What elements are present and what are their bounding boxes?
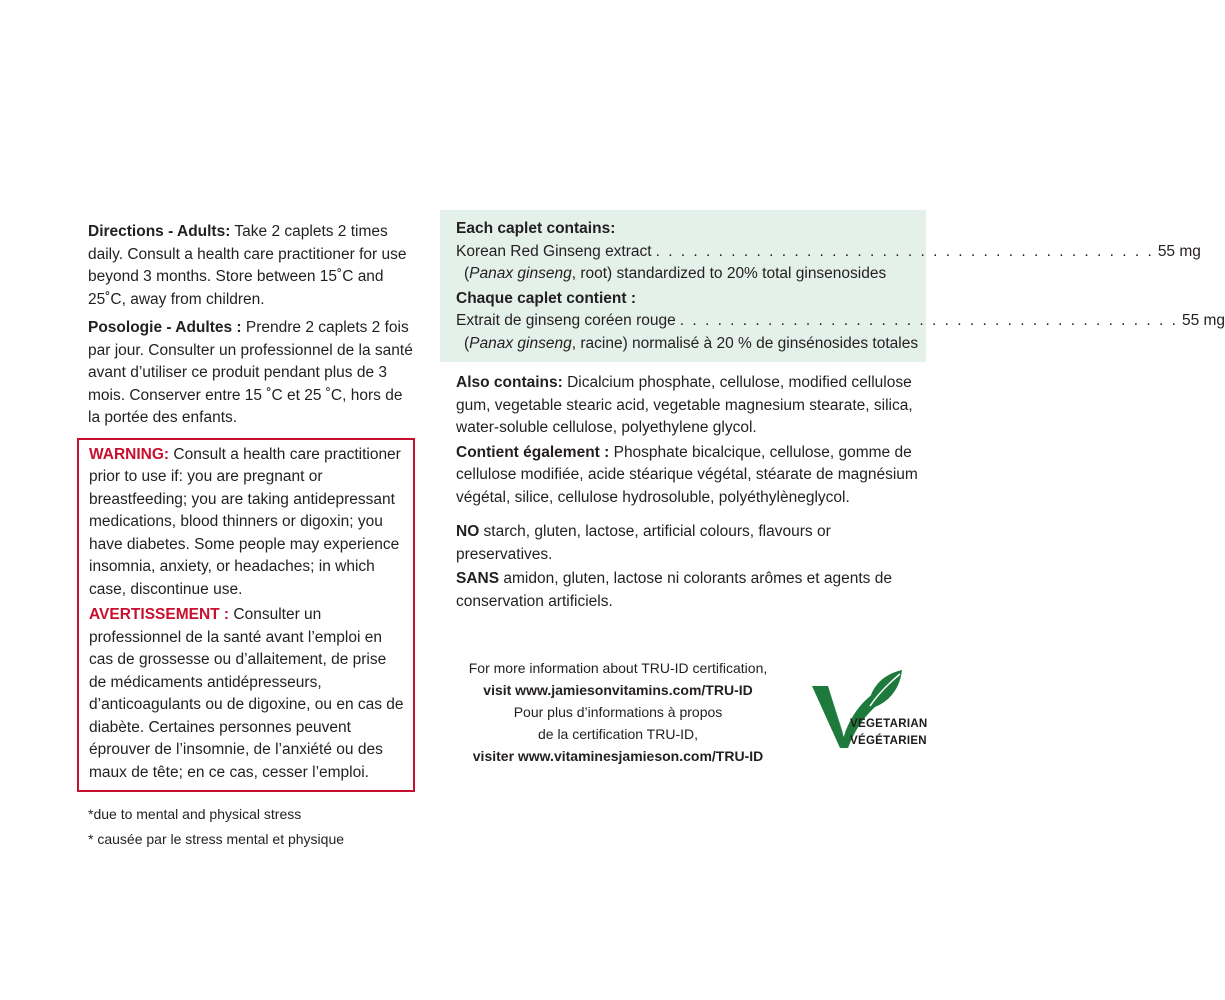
free-from-en-label: NO [456,523,480,540]
warning-fr [89,604,405,784]
medicinal-ingredients-box [440,210,1225,362]
right-column [440,210,1225,613]
directions-en-label: Directions - Adults: [88,223,231,240]
also-contains-fr [456,442,926,510]
vegetarian-logo [810,668,930,760]
ingredient-detail-fr [456,333,919,356]
warning-fr-text: Consulter un professionnel de la santé avant l’emploi en cas de grossesse ou d’allaitement, de prise de médicaments antidépresseurs, d’anticoagulants ou de digoxine, ou en cas de diabète. Certaines personnes peuvent éprouver de l’insomnie, de l’anxiété ou des maux de tête; en ce cas, cesser l’emploi. [89,606,404,781]
directions-fr [88,317,418,430]
warning-en [89,444,405,602]
free-from-fr-text: amidon, gluten, lactose ni colorants arômes et agents de conservation artificiels. [456,570,892,610]
caplet-en-heading [456,218,910,241]
vegetarian-en: VEGETARIAN [850,718,928,730]
ingredient-source-en: , root) standardized to 20% total ginsenosides [571,265,887,282]
tru-id-en-line1: For more information about TRU-ID certification, [468,660,768,676]
leader-dots: . . . . . . . . . . . . . . . . . . . . . . . . . . . . . . . . . . . . . . . . [679,312,1178,329]
directions-fr-text: Prendre 2 caplets 2 fois par jour. Consulter un professionnel de la santé avant d’utiliser ce produit pendant plus de 3 mois. Conserver entre 15 ˚C et 25 ˚C, hors de la portée des enfants. [88,319,413,426]
caplet-fr-heading-text: Chaque caplet contient : [456,289,636,307]
directions-en-text: Take 2 caplets 2 times daily. Consult a health care practitioner for use beyond 3 months. Store between 15˚C and 25˚C, away from children. [88,223,407,308]
ingredient-name-en: Korean Red Ginseng extract [456,242,652,260]
directions-en [88,221,418,311]
also-contains-fr-text: Phosphate bicalcique, cellulose, gomme de cellulose modifiée, acide stéarique végétal, stéarate de magnésium végétal, silice, cellulose hydrosoluble, polyéthylèneglycol. [456,443,918,506]
caplet-fr-heading [456,288,910,311]
ingredient-detail-en [456,263,910,286]
directions-fr-label: Posologie - Adultes : [88,319,242,336]
footnote-en: *due to mental and physical stress [88,806,302,822]
ingredient-dose-en: 55 mg [1157,242,1201,260]
also-contains-en-label: Also contains: [456,374,563,391]
left-column [88,221,418,852]
ingredient-row-fr [456,310,1225,333]
footnotes [88,802,418,852]
caplet-en-heading-text: Each caplet contains: [456,220,616,237]
warning-en-label: WARNING: [89,445,170,463]
footnote-fr: * causée par le stress mental et physique [88,831,345,847]
also-contains-en-text: Dicalcium phosphate, cellulose, modified cellulose gum, vegetable stearic acid, vegetable magnesium stearate, silica, water-soluble cellulose, polyethylene glycol. [456,374,913,436]
paren: ( [464,334,470,352]
leader-dots: . . . . . . . . . . . . . . . . . . . . . . . . . . . . . . . . . . . . . . . . [655,242,1154,260]
free-from-fr [456,568,926,613]
tru-id-fr-line2: de la certification TRU-ID, [537,726,698,742]
tru-id-fr-link [440,745,796,767]
also-contains-fr-label: Contient également : [456,443,610,461]
vegetarian-label [850,716,928,750]
ingredient-source-fr: , racine) normalisé à 20 % de ginsénosides totales [571,334,919,352]
also-contains-en [456,372,926,440]
tru-id-en-link [440,679,796,701]
ingredient-row-en [456,241,1201,264]
ingredient-name-fr: Extrait de ginseng coréen rouge [456,312,676,329]
warning-box [77,438,415,793]
latin-name-en: Panax ginseng [469,265,572,282]
tru-id-fr-line1: Pour plus d’informations à propos [513,704,723,720]
non-medicinal-ingredients [440,372,926,613]
free-from-en [456,521,926,566]
vegetarian-fr: VÉGÉTARIEN [850,735,927,747]
latin-name-fr: Panax ginseng [469,334,572,352]
warning-en-text: Consult a health care practitioner prior to use if: you are pregnant or breastfeeding; you are taking antidepressant medications, blood thinners or digoxin; you have diabetes. Some people may experience insomnia, anxiety, or headaches; in which case, discontinue use. [89,445,401,598]
paren: ( [464,265,470,282]
tru-id-fr-url: visiter www.vitaminesjamieson.com/TRU-ID [472,748,764,764]
free-from-en-text: starch, gluten, lactose, artificial colours, flavours or preservatives. [456,523,831,563]
free-from-fr-label: SANS [456,570,500,587]
warning-fr-label: AVERTISSEMENT : [89,606,230,623]
tru-id-en-url: visit www.jamiesonvitamins.com/TRU-ID [483,682,753,698]
ingredient-dose-fr: 55 mg [1181,312,1225,329]
tru-id-info [440,657,796,767]
